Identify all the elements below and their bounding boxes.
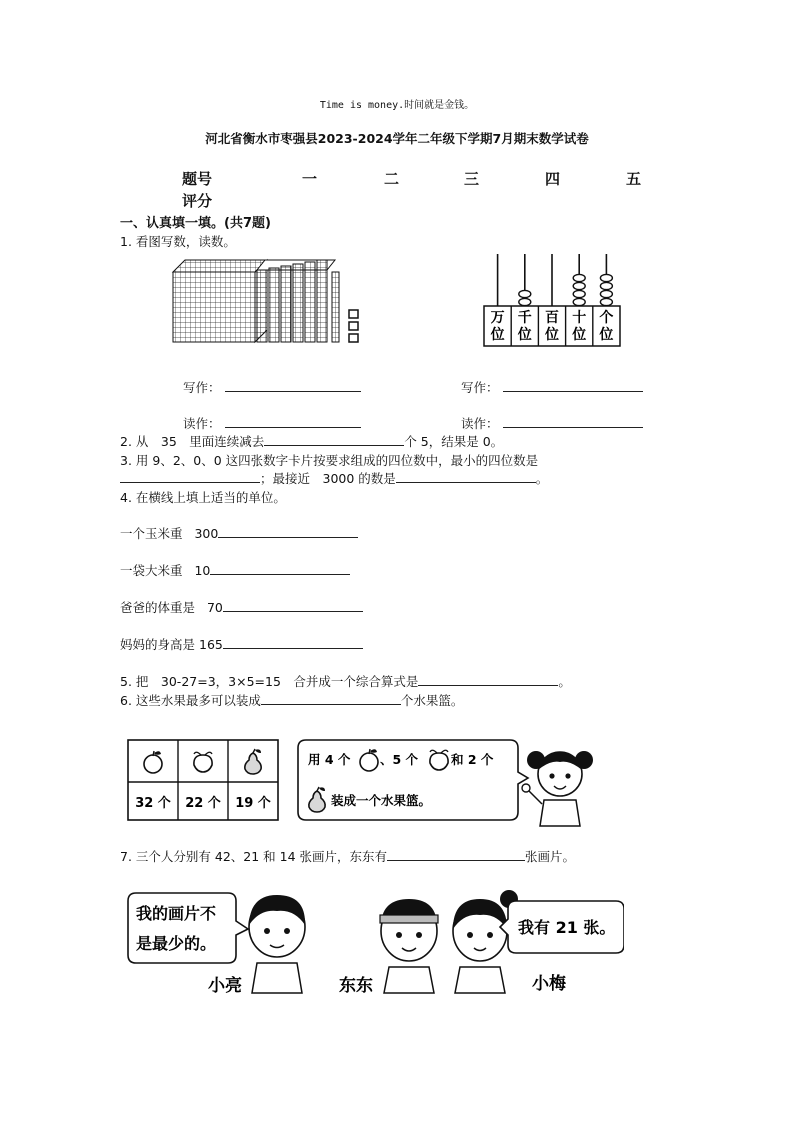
abacus-bead xyxy=(573,282,585,289)
question-text: 张画片。 xyxy=(525,849,576,864)
write-label: 写作： xyxy=(183,380,221,395)
answer-blank[interactable] xyxy=(225,414,361,428)
unit-item xyxy=(120,561,350,579)
answer-blank[interactable] xyxy=(264,432,404,446)
picture-cards-illustration xyxy=(124,885,624,1000)
score-row-label: 评分 xyxy=(182,192,213,210)
unit-item xyxy=(120,635,363,653)
abacus-place-label: 个 xyxy=(599,310,614,326)
abacus-place-label: 百 xyxy=(545,310,559,326)
character-name: 小亮 xyxy=(208,976,242,996)
unit-value: 165 xyxy=(199,637,223,652)
unit-label: 一袋大米重 xyxy=(120,563,183,578)
speech-bubble xyxy=(128,893,248,963)
abacus-place-label: 位 xyxy=(599,327,614,343)
abacus-place-label: 位 xyxy=(490,327,505,343)
read-label: 读作： xyxy=(461,416,499,431)
write-row xyxy=(183,378,361,396)
abacus-place-label: 万 xyxy=(490,310,505,326)
bubble-text: 、5 个 xyxy=(380,752,419,767)
boy-headband-illustration xyxy=(380,899,438,993)
question-text: 。 xyxy=(558,674,571,689)
unit-item xyxy=(120,598,363,616)
score-column: 四 xyxy=(545,170,561,188)
abacus-bead xyxy=(519,290,531,297)
score-column: 二 xyxy=(384,170,400,188)
bubble-text: 和 2 个 xyxy=(451,752,494,767)
abacus-bead xyxy=(600,274,612,281)
answer-blank[interactable] xyxy=(396,469,536,483)
question-6 xyxy=(120,691,463,709)
boy-illustration xyxy=(249,895,305,993)
score-row-label: 题号 xyxy=(182,170,213,188)
score-column: 三 xyxy=(464,170,480,188)
question-text: 7. 三个人分别有 42、21 和 14 张画片，东东有 xyxy=(120,849,388,864)
read-row xyxy=(183,414,361,432)
bubble-text: 是最少的。 xyxy=(136,934,217,953)
question-1: 1. 看图写数，读数。 xyxy=(120,234,236,249)
question-5 xyxy=(120,672,571,690)
abacus-place-label: 位 xyxy=(517,327,532,343)
read-row xyxy=(461,414,643,432)
question-text: 个 5，结果是 0。 xyxy=(404,434,504,449)
abacus-illustration xyxy=(478,250,628,350)
character-name: 小梅 xyxy=(532,974,566,994)
abacus-bead xyxy=(573,290,585,297)
fruit-count: 19 个 xyxy=(235,796,271,811)
bubble-text: 我的画片不 xyxy=(136,904,217,923)
score-column: 一 xyxy=(302,170,318,188)
question-2 xyxy=(120,432,503,450)
answer-blank[interactable] xyxy=(503,378,643,392)
question-3-line2 xyxy=(120,469,548,487)
answer-blank[interactable] xyxy=(223,635,363,649)
section-heading: 一、认真填一填。(共7题) xyxy=(120,216,271,231)
abacus-bead xyxy=(600,282,612,289)
answer-blank[interactable] xyxy=(223,598,363,612)
motto: Time is money.时间就是金钱。 xyxy=(319,100,475,111)
unit-value: 70 xyxy=(206,600,223,615)
unit-label: 一个玉米重 xyxy=(120,526,183,541)
fruit-count: 22 个 xyxy=(185,796,221,811)
fruit-basket-illustration xyxy=(124,730,604,830)
score-column: 五 xyxy=(626,170,642,188)
abacus-bead xyxy=(519,298,531,305)
abacus-bead xyxy=(600,290,612,297)
unit-label: 妈妈的身高是 xyxy=(120,637,196,652)
bubble-text: 我有 21 张。 xyxy=(518,918,616,937)
abacus-bead xyxy=(573,298,585,305)
question-4: 4. 在横线上填上适当的单位。 xyxy=(120,490,286,505)
unit-item xyxy=(120,524,358,542)
bubble-text: 装成一个水果篮。 xyxy=(331,793,432,808)
answer-blank[interactable] xyxy=(387,847,525,861)
unit-label: 爸爸的体重是 xyxy=(120,600,196,615)
speech-bubble xyxy=(500,901,624,953)
abacus-place-label: 位 xyxy=(572,327,587,343)
answer-blank[interactable] xyxy=(418,672,558,686)
abacus-bead xyxy=(573,274,585,281)
question-text: 6. 这些水果最多可以装成 xyxy=(120,693,261,708)
hundred-flats xyxy=(257,260,335,342)
abacus-bead xyxy=(600,298,612,305)
question-text: 5. 把 30-27=3，3×5=15 合并成一个综合算式是 xyxy=(120,674,419,689)
write-label: 写作： xyxy=(461,380,499,395)
answer-blank[interactable] xyxy=(225,378,361,392)
question-7 xyxy=(120,847,575,865)
speech-bubble xyxy=(298,740,528,820)
answer-blank[interactable] xyxy=(120,469,260,483)
page-title: 河北省衡水市枣强县2023-2024学年二年级下学期7月期末数学试卷 xyxy=(205,131,589,146)
character-name: 东东 xyxy=(339,976,373,996)
question-text: 个水果篮。 xyxy=(400,693,464,708)
thousand-cube xyxy=(173,260,267,342)
answer-blank[interactable] xyxy=(218,524,358,538)
fruit-count-table xyxy=(128,740,278,820)
answer-blank[interactable] xyxy=(261,691,401,705)
question-text: ；最接近 3000 的数是 xyxy=(260,471,396,486)
unit-value: 300 xyxy=(194,526,219,541)
bubble-text: 用 4 个 xyxy=(308,752,351,767)
number-blocks-illustration xyxy=(165,252,375,348)
girl-illustration xyxy=(522,751,593,826)
question-text: 。 xyxy=(535,471,549,486)
unit-value: 10 xyxy=(194,563,211,578)
read-label: 读作： xyxy=(183,416,221,431)
answer-blank[interactable] xyxy=(503,414,643,428)
write-row xyxy=(461,378,643,396)
one-cubes xyxy=(349,310,358,342)
question-3: 3. 用 9、2、0、0 这四张数字卡片按要求组成的四位数中，最小的四位数是 xyxy=(120,453,539,468)
ten-rod xyxy=(332,272,339,342)
abacus-place-label: 位 xyxy=(545,327,559,343)
abacus-place-label: 十 xyxy=(572,310,587,326)
fruit-count: 32 个 xyxy=(135,796,171,811)
abacus-place-label: 千 xyxy=(517,310,532,326)
question-text: 2. 从 35 里面连续减去 xyxy=(120,434,265,449)
answer-blank[interactable] xyxy=(210,561,350,575)
